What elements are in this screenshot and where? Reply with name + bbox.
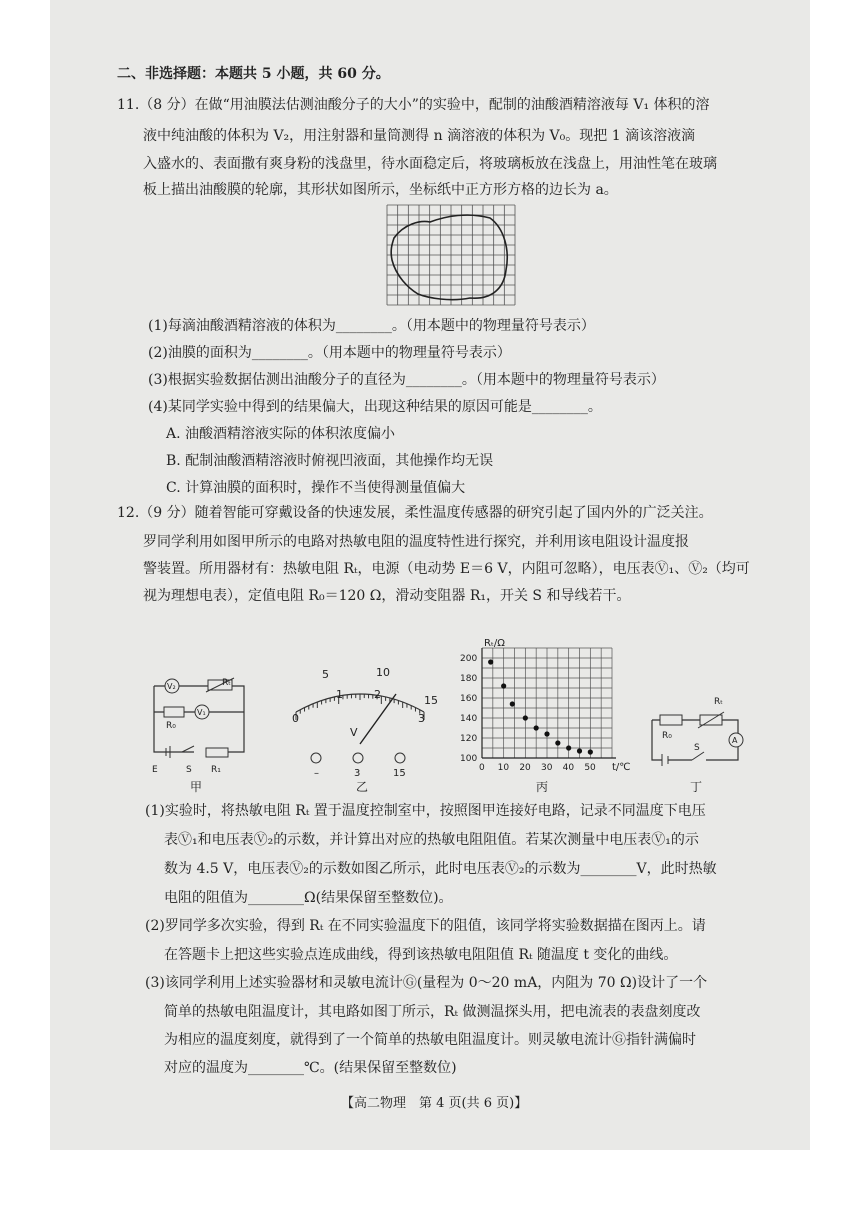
chart-y-tick: 180 — [460, 674, 478, 684]
q11-option-b: B. 配制油酸酒精溶液时俯视凹液面，其他操作均无误 — [166, 453, 494, 469]
chart-y-tick: 160 — [460, 694, 478, 704]
chart-x-axis-label: t/℃ — [612, 762, 631, 773]
q11-option-c: C. 计算油膜的面积时，操作不当使得测量值偏大 — [166, 480, 466, 496]
svg-text:V₁: V₁ — [197, 708, 206, 717]
svg-text:V₂: V₂ — [167, 682, 176, 691]
svg-text:Rₜ: Rₜ — [222, 678, 231, 688]
q12-sub-1-line-2: 表Ⓥ₁和电压表Ⓥ₂的示数，并计算出对应的热敏电阻阻值。若某次测量中电压表Ⓥ₁的示 — [164, 832, 699, 848]
figure-label-ding: 丁 — [690, 780, 703, 794]
q12-sub-3-line-4: 对应的温度为________℃。(结果保留至整数位) — [164, 1060, 457, 1076]
chart-data-point — [577, 748, 582, 753]
chart-data-point — [523, 715, 528, 720]
q12-sub-3-line-3: 为相应的温度刻度，就得到了一个简单的热敏电阻温度计。则灵敏电流计Ⓖ指针满偏时 — [164, 1032, 696, 1048]
circuit-figure-ding — [646, 690, 746, 774]
dial-lower-tick-0: 0 — [292, 712, 299, 725]
chart-data-point — [488, 659, 493, 664]
switch-s-icon — [182, 746, 194, 752]
svg-text:S: S — [186, 765, 192, 775]
terminal-3v-icon — [353, 753, 363, 763]
chart-y-tick: 100 — [460, 754, 478, 764]
dial-upper-tick-5: 5 — [322, 668, 329, 681]
q12-sub-3-line-1: (3)该同学利用上述实验器材和灵敏电流计Ⓖ(量程为 0～20 mA，内阻为 70 Ω)设计了一个 — [145, 975, 708, 991]
chart-data-point — [555, 740, 560, 745]
q11-option-a: A. 油酸酒精溶液实际的体积浓度偏小 — [166, 426, 396, 442]
figure-label-bing: 丙 — [536, 780, 549, 794]
chart-data-point — [501, 683, 506, 688]
svg-text:Rₜ: Rₜ — [714, 697, 723, 707]
rt-temperature-chart — [452, 634, 631, 782]
svg-text:E: E — [152, 765, 158, 775]
q12-sub-1-line-1: (1)实验时，将热敏电阻 Rₜ 置于温度控制室中，按照图甲连接好电路，记录不同温度下电压 — [145, 803, 706, 819]
chart-y-tick: 120 — [460, 734, 478, 744]
q12-sub-1-line-3: 数为 4.5 V，电压表Ⓥ₂的示数如图乙所示，此时电压表Ⓥ₂的示数为________V，此时热敏 — [164, 861, 717, 877]
terminal-15v-icon — [395, 753, 405, 763]
figure-label-jia: 甲 — [190, 780, 203, 794]
q11-line-3: 入盛水的、表面撒有爽身粉的浅盘里，待水面稳定后，将玻璃板放在浅盘上，用油性笔在玻璃 — [143, 156, 717, 172]
q12-sub-2-line-2: 在答题卡上把这些实验点连成曲线，得到该热敏电阻阻值 Rₜ 随温度 t 变化的曲线。 — [164, 947, 678, 963]
chart-data-point — [588, 749, 593, 754]
svg-text:R₁: R₁ — [211, 765, 221, 775]
chart-y-tick: 140 — [460, 714, 478, 724]
chart-x-tick: 40 — [562, 763, 575, 773]
q12-line-4: 视为理想电表），定值电阻 R₀＝120 Ω，滑动变阻器 R₁，开关 S 和导线若干。 — [143, 588, 631, 604]
q11-line-2: 液中纯油酸的体积为 V₂，用注射器和量筒测得 n 滴溶液的体积为 V₀。现把 1 滴该溶液滴 — [143, 128, 696, 144]
dial-lower-tick-3: 3 — [418, 712, 425, 725]
terminal-label-3: 3 — [354, 768, 361, 779]
resistor-r0-icon — [164, 707, 184, 717]
q12-sub-2-line-1: (2)罗同学多次实验，得到 Rₜ 在不同实验温度下的阻值，该同学将实验数据描在图丙上。请 — [145, 918, 706, 934]
q11-sub-4: (4)某同学实验中得到的结果偏大，出现这种结果的原因可能是________。 — [148, 399, 602, 415]
dial-unit: V — [350, 726, 358, 739]
svg-text:R₀: R₀ — [662, 731, 672, 741]
chart-x-tick: 30 — [541, 763, 553, 773]
chart-x-tick: 10 — [497, 763, 510, 773]
chart-data-point — [510, 701, 515, 706]
chart-x-tick: 20 — [519, 763, 531, 773]
chart-data-point — [534, 725, 539, 730]
svg-text:S: S — [694, 743, 700, 753]
q12-sub-1-line-4: 电阻的阻值为________Ω(结果保留至整数位)。 — [164, 890, 453, 906]
dial-upper-tick-10: 10 — [376, 666, 390, 679]
q11-sub-3: (3)根据实验数据估测出油酸分子的直径为________。（用本题中的物理量符号表示） — [148, 372, 665, 388]
chart-y-tick: 200 — [460, 654, 478, 664]
chart-data-point — [544, 731, 549, 736]
chart-x-tick: 0 — [479, 763, 485, 773]
switch-s-icon — [692, 752, 704, 760]
q11-sub-1: (1)每滴油酸酒精溶液的体积为________。（用本题中的物理量符号表示） — [148, 318, 595, 334]
rheostat-r1-icon — [206, 748, 228, 757]
figure-label-yi: 乙 — [356, 780, 369, 794]
q12-sub-3-line-2: 简单的热敏电阻温度计，其电路如图丁所示，Rₜ 做测温探头用，把电流表的表盘刻度改 — [164, 1004, 701, 1020]
q11-line-1: 11.（8 分）在做“用油膜法估测油酸分子的大小”的实验中，配制的油酸酒精溶液每 V₁ 体积的溶 — [117, 97, 710, 113]
dial-needle — [360, 694, 396, 744]
svg-text:R₀: R₀ — [166, 721, 176, 731]
chart-data-point — [566, 745, 571, 750]
terminal-label-15: 15 — [393, 768, 406, 779]
oil-film-grid-figure — [386, 204, 518, 308]
terminal-label-negative: – — [314, 768, 319, 779]
dial-lower-tick-2: 2 — [374, 688, 381, 701]
q11-line-4: 板上描出油酸膜的轮廓，其形状如图所示，坐标纸中正方形方格的边长为 a。 — [143, 182, 618, 198]
q12-line-2: 罗同学利用如图甲所示的电路对热敏电阻的温度特性进行探究，并利用该电阻设计温度报 — [143, 534, 689, 550]
chart-y-axis-label: Rₜ/Ω — [484, 638, 505, 649]
circuit-figure-jia — [148, 676, 248, 776]
chart-x-tick: 50 — [584, 763, 596, 773]
q11-sub-2: (2)油膜的面积为________。（用本题中的物理量符号表示） — [148, 345, 511, 361]
section-heading: 二、非选择题：本题共 5 小题，共 60 分。 — [117, 66, 390, 82]
page-footer: 【高二物理 第 4 页(共 6 页)】 — [341, 1096, 528, 1111]
dial-lower-tick-1: 1 — [336, 688, 343, 701]
dial-upper-tick-15: 15 — [424, 694, 438, 707]
svg-text:A: A — [732, 736, 738, 745]
resistor-r0-icon — [660, 715, 682, 725]
q12-line-1: 12.（9 分）随着智能可穿戴设备的快速发展，柔性温度传感器的研究引起了国内外的广泛关注。 — [117, 505, 713, 521]
voltmeter-dial-figure — [278, 656, 442, 778]
q12-line-3: 警装置。所用器材有：热敏电阻 Rₜ，电源（电动势 E＝6 V，内阻可忽略），电压表Ⓥ₁、Ⓥ₂（均可 — [143, 561, 750, 577]
terminal-negative-icon — [311, 753, 321, 763]
